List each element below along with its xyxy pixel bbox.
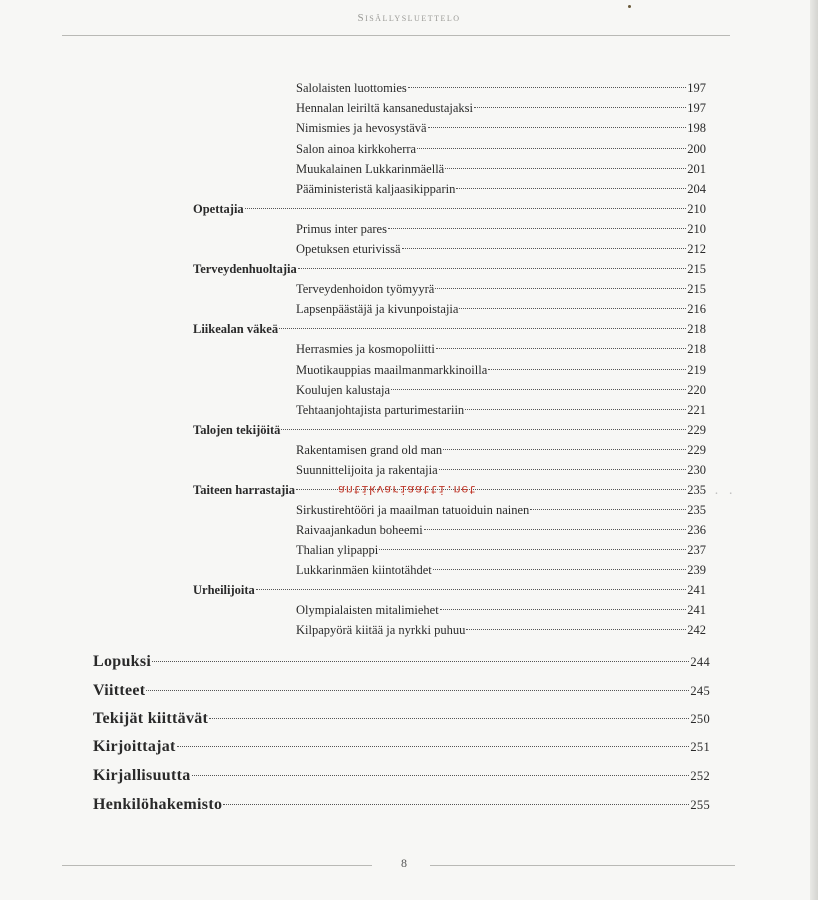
dot-leader — [256, 589, 686, 590]
toc-entry-page: 216 — [687, 302, 706, 316]
toc-entry-page: 235 — [687, 503, 706, 517]
dot-leader — [152, 661, 689, 662]
toc-entry-page: 218 — [687, 322, 706, 336]
toc-entry-page: 219 — [687, 363, 706, 377]
toc-entry-page: 239 — [687, 563, 706, 577]
page-number: 8 — [401, 856, 407, 870]
dot-leader — [456, 188, 686, 189]
toc-entry-page: 220 — [687, 383, 706, 397]
toc-entry-label: Koulujen kalustaja — [296, 383, 391, 397]
toc-subsection — [296, 78, 706, 98]
toc-subsection — [296, 179, 706, 199]
page-edge — [810, 0, 818, 900]
toc-entry-label: Kirjallisuutta — [93, 767, 191, 784]
dot-leader — [436, 348, 686, 349]
toc-entry-label: Suunnittelijoita ja rakentajia — [296, 463, 438, 477]
toc-entry-page: 230 — [687, 463, 706, 477]
dot-leader — [209, 718, 689, 719]
toc-entry-label: Urheilijoita — [193, 583, 255, 597]
dot-leader — [439, 469, 687, 470]
dot-leader — [488, 369, 686, 370]
toc-subsection — [296, 139, 706, 159]
toc-section — [193, 319, 706, 339]
toc-subsection — [296, 620, 706, 640]
watermark-dots: · · · — [700, 487, 736, 502]
dot-leader — [146, 690, 689, 691]
toc-subsection — [296, 600, 706, 620]
toc-subsection — [296, 118, 706, 138]
toc-subsection — [296, 98, 706, 118]
toc-entry-page: 197 — [687, 101, 706, 115]
toc-entry-page: 210 — [687, 222, 706, 236]
dot-leader — [417, 148, 686, 149]
dot-leader — [440, 609, 687, 610]
dot-leader — [474, 107, 686, 108]
dot-leader — [424, 529, 687, 530]
toc-entry-page: 250 — [690, 712, 710, 726]
toc-entry-page: 244 — [690, 655, 710, 669]
dot-leader — [435, 288, 686, 289]
toc-section — [193, 580, 706, 600]
dot-leader — [530, 509, 686, 510]
toc-subsection — [296, 360, 706, 380]
toc-entry-page: 245 — [690, 684, 710, 698]
dot-leader — [177, 746, 690, 747]
toc-chapter — [93, 735, 710, 759]
toc-entry-label: Nimismies ja hevosystävä — [296, 121, 427, 135]
header-rule — [62, 35, 730, 36]
toc-subsection — [296, 219, 706, 239]
dot-leader — [379, 549, 686, 550]
toc-subsection — [296, 380, 706, 400]
toc-entry-label: Liikealan väkeä — [193, 322, 279, 336]
toc-section — [193, 259, 706, 279]
toc-entry-label: Terveydenhuoltajia — [193, 262, 297, 276]
toc-subsection — [296, 299, 706, 319]
toc-subsection — [296, 460, 706, 480]
dot-leader — [192, 775, 690, 776]
dot-leader — [433, 569, 687, 570]
toc-entry-page: 221 — [687, 403, 706, 417]
toc-entry-label: Muukalainen Lukkarinmäellä — [296, 162, 445, 176]
toc-entry-label: Herrasmies ja kosmopoliitti — [296, 342, 435, 356]
toc-entry-label: Primus inter pares — [296, 222, 387, 236]
toc-entry-label: Olympialaisten mitalimiehet — [296, 603, 439, 617]
toc-entry-page: 251 — [690, 740, 710, 754]
toc-subsection — [296, 540, 706, 560]
dot-leader — [223, 804, 689, 805]
toc-entry-page: 241 — [687, 583, 706, 597]
toc-subsection — [296, 400, 706, 420]
toc-entry-label: Thalian ylipappi — [296, 543, 379, 557]
toc-entry-label: Hennalan leiriltä kansanedustajaksi — [296, 101, 474, 115]
toc-chapter — [93, 707, 710, 731]
toc-entry-label: Viitteet — [93, 682, 146, 699]
toc-entry-label: Taiteen harrastajia — [193, 483, 295, 497]
dot-leader — [445, 168, 686, 169]
toc-entry-label: Sirkustirehtööri ja maailman tatuoiduin nainen — [296, 503, 530, 517]
toc-subsection — [296, 520, 706, 540]
toc-entry-label: Salon ainoa kirkkoherra — [296, 142, 417, 156]
dot-leader — [465, 409, 686, 410]
toc-entry-page: 198 — [687, 121, 706, 135]
dot-leader — [443, 449, 686, 450]
toc-section — [193, 199, 706, 219]
toc-entry-page: 241 — [687, 603, 706, 617]
toc-entry-label: Lapsenpäästäjä ja kivunpoistajia — [296, 302, 459, 316]
toc-entry-label: Muotikauppias maailmanmarkkinoilla — [296, 363, 488, 377]
toc-entry-page: 237 — [687, 543, 706, 557]
toc-entry-page: 201 — [687, 162, 706, 176]
dot-leader — [459, 308, 686, 309]
toc-entry-label: Kirjoittajat — [93, 738, 176, 755]
toc-subsection — [296, 239, 706, 259]
toc-section — [193, 420, 706, 440]
toc-chapter — [93, 679, 710, 703]
dot-leader — [391, 389, 686, 390]
toc-subsection — [296, 560, 706, 580]
footer-rule-right — [430, 865, 735, 866]
toc-entry-label: Tehtaanjohtajista parturimestariin — [296, 403, 465, 417]
toc-subsection — [296, 279, 706, 299]
toc-entry-page: 204 — [687, 182, 706, 196]
dot-leader — [408, 87, 686, 88]
toc-entry-label: Terveydenhoidon työmyyrä — [296, 282, 435, 296]
toc-chapter — [93, 764, 710, 788]
footer-rule-left — [62, 865, 372, 866]
toc-entry-label: Pääministeristä kaljaasikipparin — [296, 182, 456, 196]
dot-leader — [402, 248, 687, 249]
toc-entry-page: 215 — [687, 282, 706, 296]
toc-entry-label: Opetuksen eturivissä — [296, 242, 401, 256]
toc-entry-page: 215 — [687, 262, 706, 276]
toc-entry-page: 252 — [690, 769, 710, 783]
toc-entry-label: Tekijät kiittävät — [93, 710, 209, 727]
toc-entry-page: 242 — [687, 623, 706, 637]
toc-entry-page: 218 — [687, 342, 706, 356]
toc-entry-page: 236 — [687, 523, 706, 537]
dot-leader — [281, 429, 686, 430]
toc-entry-page: 210 — [687, 202, 706, 216]
toc-entry-label: Raivaajankadun boheemi — [296, 523, 423, 537]
toc-entry-label: Lopuksi — [93, 653, 152, 670]
toc-entry-page: 229 — [687, 423, 706, 437]
toc-entry-page: 200 — [687, 142, 706, 156]
dot-leader — [298, 268, 687, 269]
toc-entry-label: Opettajia — [193, 202, 244, 216]
dot-leader — [245, 208, 687, 209]
dot-leader — [388, 228, 686, 229]
toc-entry-page: 197 — [687, 81, 706, 95]
dot-leader — [428, 127, 687, 128]
toc-entry-page: 255 — [690, 798, 710, 812]
toc-entry-label: Talojen tekijöitä — [193, 423, 281, 437]
dot-leader — [279, 328, 686, 329]
toc-entry-label: Rakentamisen grand old man — [296, 443, 443, 457]
toc-entry-label: Kilpapyörä kiitää ja nyrkki puhuu — [296, 623, 466, 637]
toc-chapter — [93, 793, 710, 817]
print-speck — [628, 5, 631, 8]
toc-entry-label: Salolaisten luottomies — [296, 81, 407, 95]
toc-subsection — [296, 500, 706, 520]
toc-entry-page: 235 — [687, 483, 706, 497]
toc-entry-page: 212 — [687, 242, 706, 256]
toc-entry-label: Lukkarinmäen kiintotähdet — [296, 563, 432, 577]
toc-subsection — [296, 440, 706, 460]
toc-entry-label: Henkilöhakemisto — [93, 796, 223, 813]
toc-chapter — [93, 650, 710, 674]
toc-subsection — [296, 159, 706, 179]
dot-leader — [466, 629, 686, 630]
toc-subsection — [296, 339, 706, 359]
toc-entry-page: 229 — [687, 443, 706, 457]
watermark: antikvariaatti.net — [338, 482, 477, 496]
running-header: Sisällysluettelo — [357, 12, 461, 24]
